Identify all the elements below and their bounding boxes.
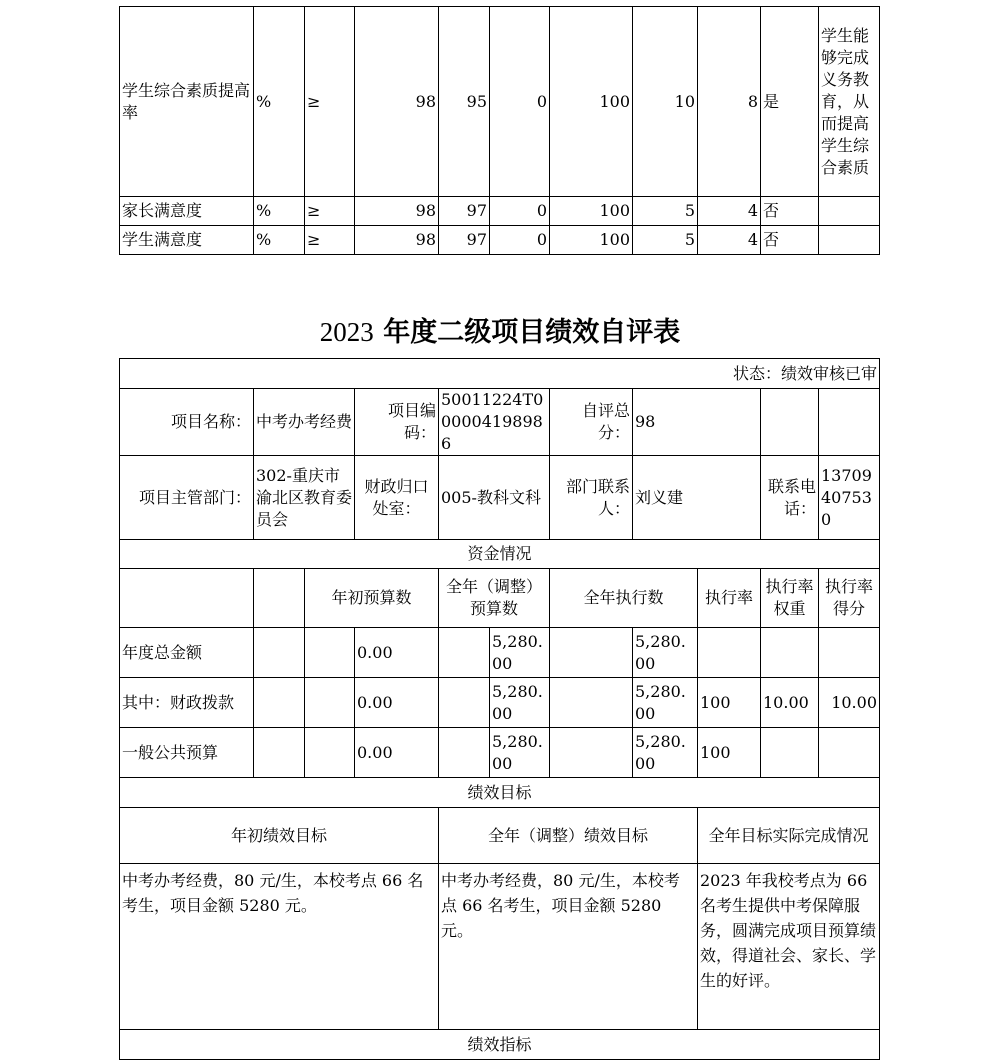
goals-header-row [120, 808, 880, 864]
dept-row [120, 456, 880, 540]
indicator-col6: 0 [490, 7, 550, 197]
indicator-actual: 97 [439, 197, 490, 226]
initial-budget: 0.00 [355, 678, 439, 728]
project-code-value: 50011224T000004198986 [439, 389, 550, 456]
empty-cell [550, 728, 633, 778]
rate-weight [761, 628, 819, 678]
header-adjusted-budget: 全年（调整）预算数 [439, 569, 550, 628]
finance-office-value: 005-教科文科 [439, 456, 550, 540]
goals-section-title: 绩效目标 [120, 778, 880, 808]
empty-cell [254, 569, 305, 628]
table-row [120, 197, 880, 226]
indicator-score: 4 [698, 226, 761, 255]
title-text: 年度二级项目绩效自评表 [373, 317, 681, 348]
initial-budget: 0.00 [355, 728, 439, 778]
indicator-col7: 100 [550, 7, 633, 197]
empty-cell [439, 728, 490, 778]
indicator-unit: % [254, 197, 305, 226]
empty-cell [305, 728, 355, 778]
indicator-operator: ≥ [305, 226, 355, 255]
rate-score: 10.00 [819, 678, 880, 728]
contact-label: 部门联系人： [550, 456, 633, 540]
rate-weight: 10.00 [761, 678, 819, 728]
goals-content-row [120, 864, 880, 1030]
rate-score [819, 628, 880, 678]
indicator-target: 98 [355, 197, 439, 226]
indicator-weight: 5 [633, 226, 698, 255]
executed-amount: 5,280.00 [633, 678, 698, 728]
header-initial-goal: 年初绩效目标 [120, 808, 439, 864]
funds-row-label: 一般公共预算 [120, 728, 254, 778]
exec-rate: 100 [698, 678, 761, 728]
indicator-weight: 10 [633, 7, 698, 197]
indicator-score: 8 [698, 7, 761, 197]
indicator-actual: 95 [439, 7, 490, 197]
indicator-flag: 是 [761, 7, 819, 197]
actual-completion-text: 2023 年我校考点为 66 名考生提供中考保障服务，圆满完成项目预算绩效，得道社会、家长、学生的好评。 [698, 864, 880, 1030]
contact-value: 刘义建 [633, 456, 761, 540]
indicator-flag: 否 [761, 226, 819, 255]
initial-goal-text: 中考办考经费，80 元/生，本校考点 66 名考生，项目金额 5280 元。 [120, 864, 439, 1030]
empty-cell [120, 569, 254, 628]
section-header [120, 540, 880, 569]
adjusted-budget: 5,280.00 [490, 628, 550, 678]
indicator-operator: ≥ [305, 7, 355, 197]
indicator-weight: 5 [633, 197, 698, 226]
adjusted-budget: 5,280.00 [490, 728, 550, 778]
rate-score [819, 728, 880, 778]
empty-cell [439, 678, 490, 728]
project-row [120, 389, 880, 456]
section-header [120, 778, 880, 808]
empty-cell [254, 628, 305, 678]
status-row [120, 359, 880, 389]
header-rate-score: 执行率得分 [819, 569, 880, 628]
project-code-label: 项目编码： [355, 389, 439, 456]
empty-cell [254, 678, 305, 728]
exec-rate: 100 [698, 728, 761, 778]
indicator-name: 学生满意度 [120, 226, 254, 255]
funds-row-label: 其中：财政拨款 [120, 678, 254, 728]
empty-cell [550, 628, 633, 678]
initial-budget: 0.00 [355, 628, 439, 678]
indicator-target: 98 [355, 7, 439, 197]
header-executed: 全年执行数 [550, 569, 698, 628]
indicator-unit: % [254, 226, 305, 255]
empty-cell [305, 628, 355, 678]
indicator-note [819, 226, 880, 255]
header-initial-budget: 年初预算数 [305, 569, 439, 628]
status-text: 状态：绩效审核已审 [120, 359, 880, 389]
project-name-label: 项目名称： [120, 389, 254, 456]
header-actual-completion: 全年目标实际完成情况 [698, 808, 880, 864]
indicator-actual: 97 [439, 226, 490, 255]
indicators-section-title: 绩效指标 [120, 1030, 880, 1060]
empty-cell [305, 678, 355, 728]
indicator-unit: % [254, 7, 305, 197]
indicator-col6: 0 [490, 197, 550, 226]
adjusted-budget: 5,280.00 [490, 678, 550, 728]
indicator-table [119, 6, 880, 255]
funds-section-title: 资金情况 [120, 540, 880, 569]
empty-cell [761, 389, 819, 456]
header-adjusted-goal: 全年（调整）绩效目标 [439, 808, 698, 864]
empty-cell [550, 678, 633, 728]
funds-row [120, 628, 880, 678]
executed-amount: 5,280.00 [633, 628, 698, 678]
indicator-name: 学生综合素质提高率 [120, 7, 254, 197]
indicator-flag: 否 [761, 197, 819, 226]
indicator-col7: 100 [550, 226, 633, 255]
funds-row-label: 年度总金额 [120, 628, 254, 678]
rate-weight [761, 728, 819, 778]
indicator-note [819, 197, 880, 226]
table-row [120, 226, 880, 255]
indicator-operator: ≥ [305, 197, 355, 226]
executed-amount: 5,280.00 [633, 728, 698, 778]
section-header [120, 1030, 880, 1060]
self-score-label: 自评总分： [550, 389, 633, 456]
dept-label: 项目主管部门： [120, 456, 254, 540]
indicator-note: 学生能够完成义务教育，从而提高学生综合素质 [819, 7, 880, 197]
indicator-col7: 100 [550, 197, 633, 226]
funds-row [120, 728, 880, 778]
funds-header-row [120, 569, 880, 628]
adjusted-goal-text: 中考办考经费，80 元/生，本校考点 66 名考生，项目金额 5280 元。 [439, 864, 698, 1030]
self-score-value: 98 [633, 389, 761, 456]
phone-label: 联系电话： [761, 456, 819, 540]
phone-value: 13709407530 [819, 456, 880, 540]
project-name-value: 中考办考经费 [254, 389, 355, 456]
empty-cell [254, 728, 305, 778]
finance-office-label: 财政归口处室： [355, 456, 439, 540]
evaluation-table [119, 358, 880, 1060]
page-title [0, 312, 1000, 353]
empty-cell [819, 389, 880, 456]
header-rate-weight: 执行率权重 [761, 569, 819, 628]
table-row [120, 7, 880, 197]
empty-cell [439, 628, 490, 678]
indicator-name: 家长满意度 [120, 197, 254, 226]
dept-value: 302-重庆市渝北区教育委员会 [254, 456, 355, 540]
exec-rate [698, 628, 761, 678]
title-year: 2023 [319, 317, 374, 347]
indicator-score: 4 [698, 197, 761, 226]
funds-row [120, 678, 880, 728]
indicator-target: 98 [355, 226, 439, 255]
header-exec-rate: 执行率 [698, 569, 761, 628]
indicator-col6: 0 [490, 226, 550, 255]
